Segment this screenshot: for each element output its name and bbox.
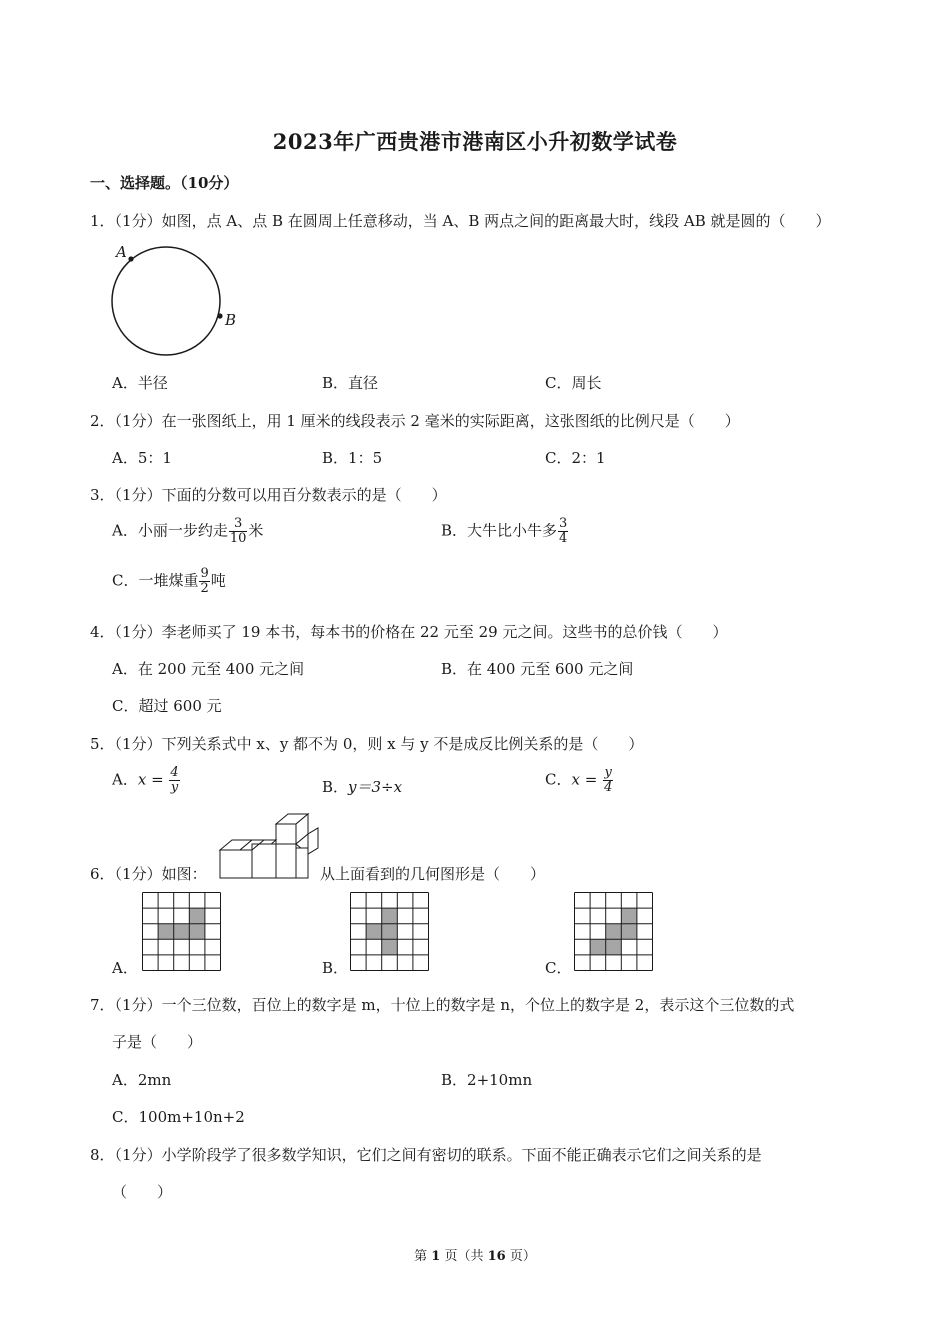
question-2-option-a[interactable]: A．5：1 (112, 449, 172, 467)
numerator: 3 (559, 516, 568, 531)
question-3-stem: 3．（1分）下面的分数可以用百分数表示的是（ ） (90, 486, 447, 504)
option-b-text: B．大牛比小牛多 (441, 521, 558, 540)
variable: x (137, 770, 147, 789)
denominator: y (170, 780, 179, 795)
question-8-stem-line2: （ ） (112, 1183, 173, 1201)
grid-option-c (574, 892, 653, 971)
fraction-3-10 (229, 517, 248, 546)
shaded-cell (382, 908, 398, 924)
question-2-option-b[interactable]: B．1：5 (322, 449, 383, 467)
question-7-stem-line2: 子是（ ） (112, 1033, 203, 1051)
page-number: 1 (431, 1249, 441, 1264)
numerator: 9 (200, 566, 209, 581)
denominator: 10 (229, 531, 247, 546)
expression: y＝3÷x (348, 778, 403, 796)
option-label: C． (545, 770, 572, 789)
shaded-cell (621, 908, 637, 924)
question-2-stem: 2．（1分）在一张图纸上，用 1 厘米的线段表示 2 毫米的实际距离，这张图纸的比例尺是（ ） (90, 412, 740, 430)
question-7-option-c[interactable]: C．100m+10n+2 (112, 1108, 245, 1126)
shaded-cell (366, 924, 382, 940)
question-4-stem: 4．（1分）李老师买了 19 本书，每本书的价格在 22 元至 29 元之间。这些书的总价钱（ ） (90, 623, 728, 641)
variable: x (571, 770, 580, 789)
equals-sign: = (579, 770, 603, 789)
page-title: 2023年广西贵港市港南区小升初数学试卷 (272, 129, 678, 154)
point-a-label: A (116, 243, 127, 261)
point-b-dot (217, 313, 222, 318)
question-3-option-a[interactable] (112, 517, 263, 546)
shaded-cell (606, 939, 622, 955)
question-5-option-a[interactable] (112, 766, 181, 795)
option-c-unit: 吨 (210, 571, 226, 590)
total-pages: 16 (487, 1249, 506, 1264)
option-label: B． (322, 778, 349, 796)
denominator: 4 (559, 531, 568, 546)
question-5-option-c[interactable] (545, 766, 614, 795)
point-b-label: B (225, 311, 237, 329)
question-7-option-a[interactable]: A．2mn (112, 1071, 172, 1089)
question-1-stem: 1．（1分）如图，点 A、点 B 在圆周上任意移动，当 A、B 两点之间的距离最大时，线段 AB 就是圆的（ ） (90, 212, 831, 230)
option-c-text: C．一堆煤重 (112, 571, 199, 590)
question-1-option-c[interactable]: C．周长 (545, 374, 602, 392)
option-a-unit: 米 (248, 521, 264, 540)
question-6-stem-pre: 6．（1分）如图： (90, 865, 207, 883)
numerator: y (604, 765, 612, 780)
shaded-cell (382, 939, 398, 955)
fraction-4-y (169, 766, 179, 795)
numerator: 4 (170, 765, 179, 780)
footer-post: 页） (505, 1249, 536, 1264)
question-5-option-b[interactable] (322, 776, 402, 797)
grid-option-a (142, 892, 221, 971)
shaded-cell (606, 924, 622, 940)
numerator: 3 (229, 517, 248, 532)
question-5-stem: 5．（1分）下列关系式中 x、y 都不为 0，则 x 与 y 不是成反比例关系的是（ ） (90, 735, 644, 753)
question-4-option-a[interactable]: A．在 200 元至 400 元之间 (112, 660, 305, 678)
question-6-option-b[interactable]: B． (322, 959, 349, 977)
question-3-option-b[interactable] (441, 517, 569, 546)
question-7-option-b[interactable]: B．2+10mn (441, 1071, 533, 1089)
fraction-9-2 (199, 567, 209, 596)
shaded-cell (189, 924, 205, 940)
shaded-cell (590, 939, 606, 955)
shaded-cell (189, 908, 205, 924)
shaded-cell (174, 924, 190, 940)
fraction-y-4 (603, 766, 613, 795)
question-1-option-b[interactable]: B．直径 (322, 374, 379, 392)
equals-sign: = (146, 770, 169, 789)
question-6-option-c[interactable]: C． (545, 959, 572, 977)
question-8-stem-line1: 8．（1分）小学阶段学了很多数学知识，它们之间有密切的联系。下面不能正确表示它们之间关系的是 (90, 1146, 762, 1164)
question-4-option-c[interactable]: C．超过 600 元 (112, 697, 222, 715)
point-a-dot (128, 256, 133, 261)
grid-option-b (350, 892, 429, 971)
circle-figure (108, 240, 238, 360)
question-6-option-a[interactable]: A． (112, 959, 138, 977)
question-3-option-c[interactable] (112, 567, 226, 596)
denominator: 4 (604, 780, 613, 795)
question-4-option-b[interactable]: B．在 400 元至 600 元之间 (441, 660, 634, 678)
question-2-option-c[interactable]: C．2：1 (545, 449, 606, 467)
shaded-cell (158, 924, 174, 940)
cube-stack-figure (218, 812, 322, 880)
shaded-cell (621, 924, 637, 940)
question-6-stem-post: 从上面看到的几何图形是（ ） (320, 865, 546, 883)
footer-mid: 页（共 (440, 1249, 488, 1264)
section-heading: 一、选择题。（10分） (90, 174, 239, 192)
option-label: A． (112, 770, 138, 789)
page-footer (0, 1245, 950, 1264)
question-7-stem-line1: 7．（1分）一个三位数，百位上的数字是 m，十位上的数字是 n，个位上的数字是 2，表示这个三位数的式 (90, 996, 795, 1014)
option-a-text: A．小丽一步约走 (112, 521, 228, 540)
shaded-cell (382, 924, 398, 940)
denominator: 2 (200, 581, 209, 596)
fraction-3-4 (558, 517, 568, 546)
question-1-option-a[interactable]: A．半径 (112, 374, 168, 392)
footer-pre: 第 (414, 1249, 432, 1264)
